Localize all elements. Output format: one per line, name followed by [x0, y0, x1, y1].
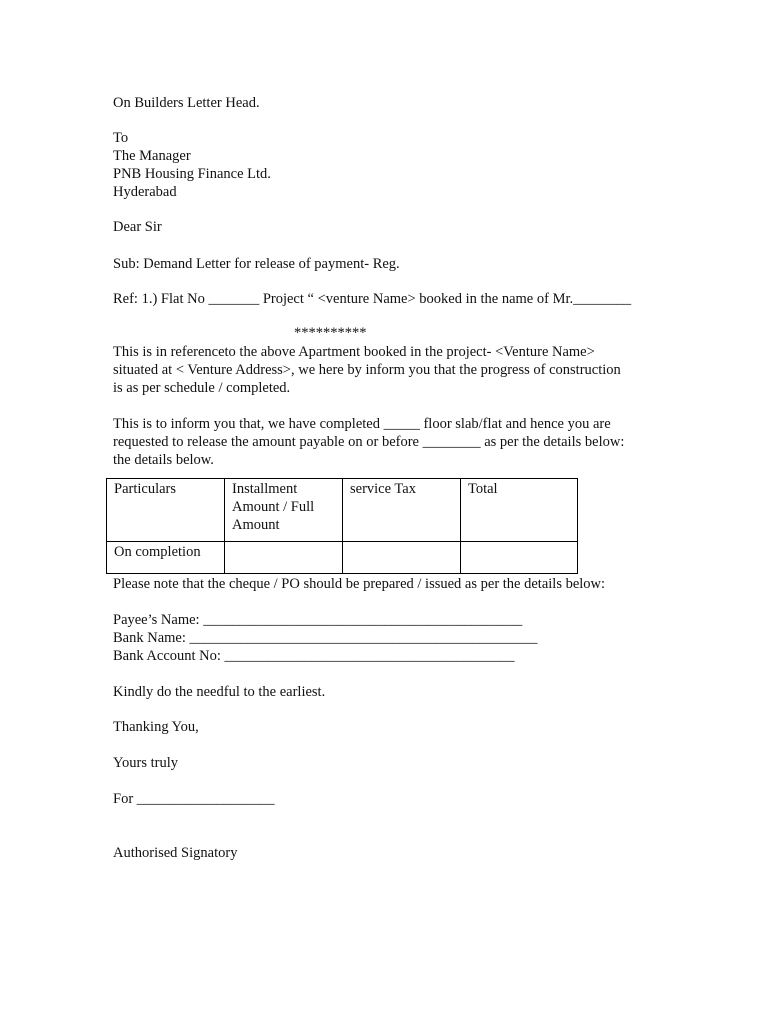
- table-cell: On completion: [107, 542, 225, 574]
- table-header-cell: Particulars: [107, 479, 225, 542]
- paragraph1-line3: is as per schedule / completed.: [113, 380, 291, 396]
- separator-stars: **********: [294, 325, 367, 341]
- payment-details-table: [106, 478, 578, 574]
- paragraph2-line3: the details below.: [113, 452, 214, 468]
- recipient-company: PNB Housing Finance Ltd.: [113, 166, 271, 182]
- cheque-note: Please note that the cheque / PO should be prepared / issued as per the details below:: [113, 576, 606, 592]
- reference-line: Ref: 1.) Flat No _______ Project “ <venture Name> booked in the name of Mr.________: [113, 291, 632, 307]
- recipient-to: To: [113, 130, 129, 146]
- paragraph1-line1: This is in referenceto the above Apartment booked in the project- <Venture Name>: [113, 344, 595, 360]
- for-line: For ___________________: [113, 791, 275, 807]
- paragraph1-line2: situated at < Venture Address>, we here by inform you that the progress of construction: [113, 362, 621, 378]
- bank-name-field: Bank Name: ________________________________________________: [113, 630, 538, 646]
- paragraph2-line2: requested to release the amount payable on or before ________ as per the details below:: [113, 434, 625, 450]
- letterhead-note: On Builders Letter Head.: [113, 95, 260, 111]
- thanks-line: Thanking You,: [113, 719, 199, 735]
- recipient-designation: The Manager: [113, 148, 191, 164]
- payee-name-field: Payee’s Name: ____________________________________________: [113, 612, 523, 628]
- table-cell: [461, 542, 578, 574]
- table-cell: [343, 542, 461, 574]
- table-row: [107, 542, 578, 574]
- table-header-cell: service Tax: [343, 479, 461, 542]
- table-cell: [225, 542, 343, 574]
- paragraph2-line1: This is to inform you that, we have completed _____ floor slab/flat and hence you are: [113, 416, 611, 432]
- table-header-row: [107, 479, 578, 542]
- salutation: Dear Sir: [113, 219, 162, 235]
- yours-truly: Yours truly: [113, 755, 179, 771]
- table-header-cell: Installment Amount / Full Amount: [225, 479, 343, 542]
- table-header-cell: Total: [461, 479, 578, 542]
- authorised-signatory: Authorised Signatory: [113, 845, 238, 861]
- subject-line: Sub: Demand Letter for release of payment- Reg.: [113, 256, 400, 272]
- closing-request: Kindly do the needful to the earliest.: [113, 684, 326, 700]
- recipient-city: Hyderabad: [113, 184, 177, 200]
- bank-account-field: Bank Account No: ________________________________________: [113, 648, 515, 664]
